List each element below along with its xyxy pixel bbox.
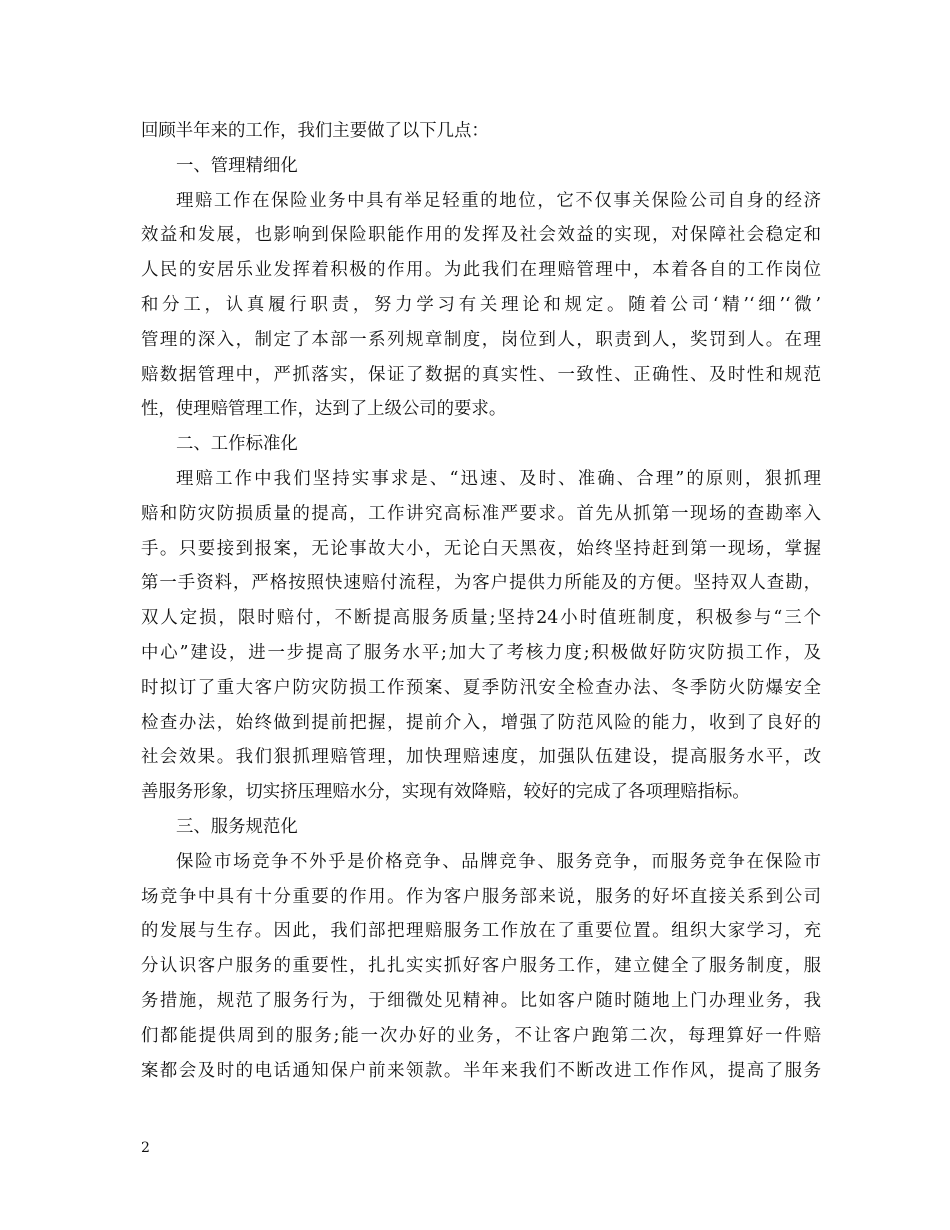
body-line: 第一手资料，严格按照快速赔付流程，为客户提供力所能及的方便。坚持双人查勘， — [141, 573, 821, 594]
body-line: 场竞争中具有十分重要的作用。作为客户服务部来说，服务的好坏直接关系到公司 — [141, 886, 821, 907]
body-line: 社会效果。我们狠抓理赔管理，加快理赔速度，加强队伍建设，提高服务水平，改 — [141, 747, 821, 768]
body-line: 回顾半年来的工作，我们主要做了以下几点： — [141, 121, 489, 141]
body-line: 管理的深入，制定了本部一系列规章制度，岗位到人，职责到人，奖罚到人。在理 — [141, 329, 821, 350]
body-line: 时拟订了重大客户防灾防损工作预案、夏季防汛安全检查办法、冬季防火防爆安全 — [141, 677, 821, 698]
section-heading: 二、工作标准化 — [176, 434, 298, 455]
body-line: 人民的安居乐业发挥着积极的作用。为此我们在理赔管理中，本着各自的工作岗位 — [141, 260, 821, 281]
section-heading: 一、管理精细化 — [176, 155, 298, 176]
body-line: 们都能提供周到的服务;能一次办好的业务，不让客户跑第二次，每理算好一件赔 — [141, 1025, 821, 1046]
section-heading: 三、服务规范化 — [176, 816, 298, 837]
body-line: 效益和发展，也影响到保险职能作用的发挥及社会效益的实现，对保障社会稳定和 — [141, 225, 821, 246]
body-line: 的发展与生存。因此，我们部把理赔服务工作放在了重要位置。组织大家学习，充 — [141, 921, 821, 942]
body-line: 务措施，规范了服务行为，于细微处见精神。比如客户随时随地上门办理业务，我 — [141, 990, 821, 1011]
page-number: 2 — [141, 1140, 150, 1156]
body-line: 善服务形象，切实挤压理赔水分，实现有效降赔，较好的完成了各项理赔指标。 — [141, 782, 750, 803]
body-line: 赔和防灾防损质量的提高，工作讲究高标准严要求。首先从抓第一现场的查勘率入 — [141, 503, 821, 524]
body-line: 和分工，认真履行职责，努力学习有关理论和规定。随着公司‘精’‘细’‘微’ — [141, 294, 821, 315]
body-line: 检查办法，始终做到提前把握，提前介入，增强了防范风险的能力，收到了良好的 — [141, 712, 821, 733]
body-line: 双人定损，限时赔付，不断提高服务质量;坚持24小时值班制度，积极参与“三个 — [141, 608, 821, 629]
body-line: 分认识客户服务的重要性，扎扎实实抓好客户服务工作，建立健全了服务制度，服 — [141, 956, 821, 977]
body-line: 理赔工作在保险业务中具有举足轻重的地位，它不仅事关保险公司自身的经济 — [176, 190, 821, 211]
body-line: 手。只要接到报案，无论事故大小，无论白天黑夜，始终坚持赶到第一现场，掌握 — [141, 538, 821, 559]
body-line: 保险市场竞争不外乎是价格竞争、品牌竞争、服务竞争，而服务竞争在保险市 — [176, 851, 821, 872]
body-line: 案都会及时的电话通知保户前来领款。半年来我们不断改进工作作风，提高了服务 — [141, 1060, 821, 1081]
body-line: 性，使理赔管理工作，达到了上级公司的要求。 — [141, 399, 507, 420]
body-line: 赔数据管理中，严抓落实，保证了数据的真实性、一致性、正确性、及时性和规范 — [141, 364, 821, 385]
body-line: 理赔工作中我们坚持实事求是、“迅速、及时、准确、合理”的原则，狠抓理 — [176, 468, 821, 489]
document-body — [141, 114, 821, 1088]
body-line: 中心”建设，进一步提高了服务水平;加大了考核力度;积极做好防灾防损工作，及 — [141, 642, 821, 663]
